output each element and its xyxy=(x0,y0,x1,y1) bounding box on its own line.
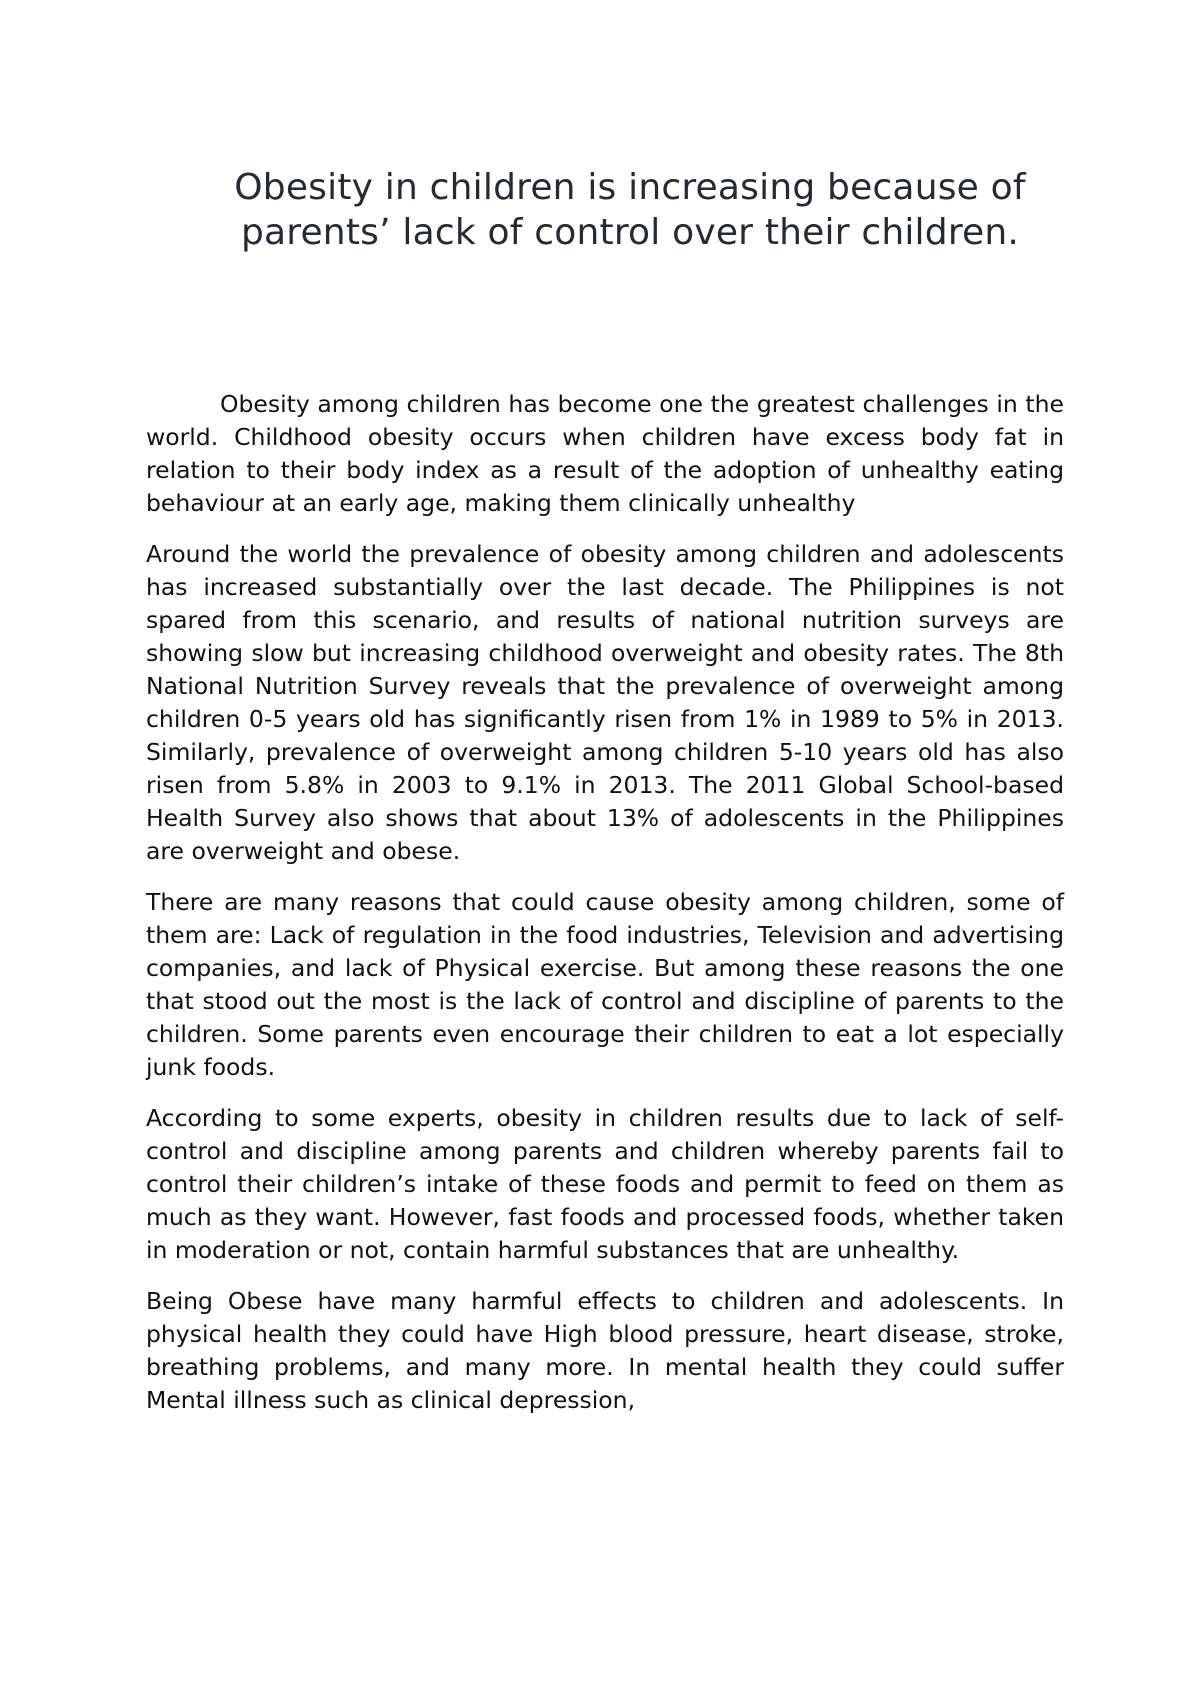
paragraph-effects: Being Obese have many harmful effects to children and adolescents. In physical health they could have High blood pressure, heart disease, stroke, breathing problems, and many more. In mental health they could suffer Mental illness such as clinical depression, xyxy=(146,1287,1064,1414)
paragraph-experts: According to some experts, obesity in children results due to lack of self-control and discipline among parents and children whereby parents fail to control their children’s intake of these foods and permit to feed on them as much as they want. However, fast foods and processed foods, whether taken in moderation or not, contain harmful substances that are unhealthy. xyxy=(146,1104,1064,1264)
paragraph-prevalence: Around the world the prevalence of obesity among children and adolescents has increased substantially over the last decade. The Philippines is not spared from this scenario, and results of national nutrition surveys are showing slow but increasing childhood overweight and obesity rates. The 8th National Nutrition Survey reveals that the prevalence of overweight among children 0-5 years old has significantly risen from 1% in 1989 to 5% in 2013. Similarly, prevalence of overweight among children 5-10 years old has also risen from 5.8% in 2003 to 9.1% in 2013. The 2011 Global School-based Health Survey also shows that about 13% of adolescents in the Philippines are overweight and obese. xyxy=(146,540,1064,865)
paragraph-reasons: There are many reasons that could cause obesity among children, some of them are: Lack of regulation in the food industries, Television and advertising companies, and lack of Physical exercise. But among these reasons the one that stood out the most is the lack of control and discipline of parents to the children. Some parents even encourage their children to eat a lot especially junk foods. xyxy=(146,888,1064,1081)
paragraph-intro: Obesity among children has become one the greatest challenges in the world. Childhood obesity occurs when children have excess body fat in relation to their body index as a result of the adoption of unhealthy eating behaviour at an early age, making them clinically unhealthy xyxy=(146,390,1064,517)
document-body xyxy=(146,388,1064,1435)
document-title: Obesity in children is increasing because of parents’ lack of control over their children. xyxy=(234,167,1026,253)
